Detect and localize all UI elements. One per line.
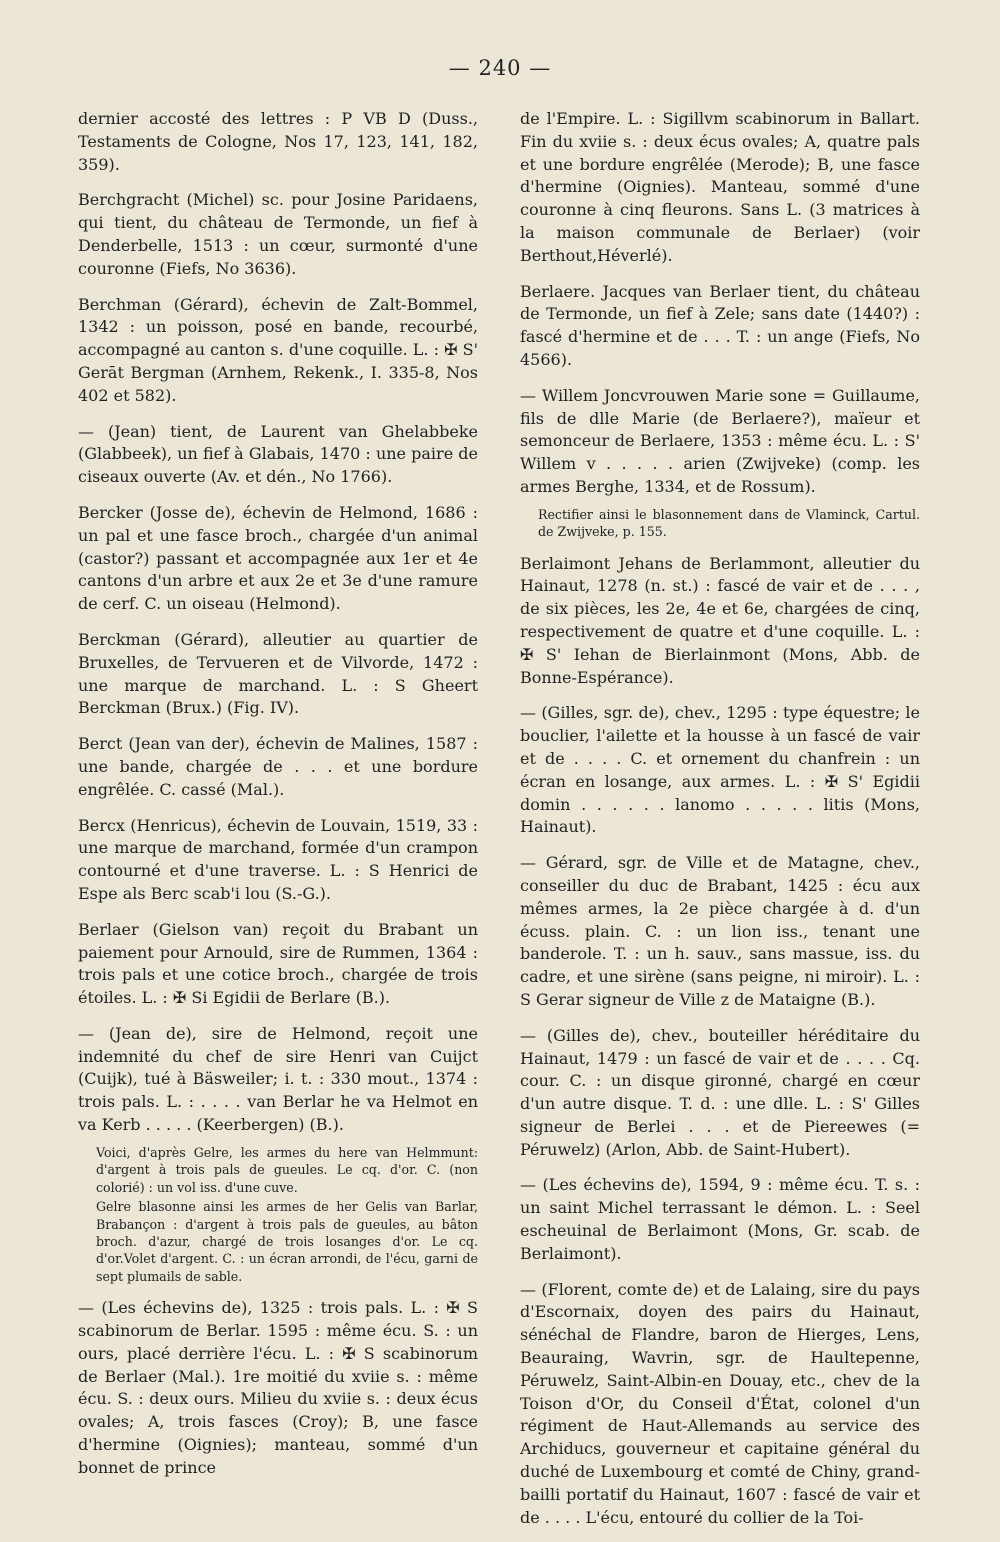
footnote-text: Rectifier ainsi le blasonnement dans de Vlaminck, Cartul. de Zwijveke, p. 155. — [538, 506, 920, 540]
entry-text: Berlaere. Jacques van Berlaer tient, du château de Termonde, un fief à Zele; sans date (1440?) : fascé d'hermine et de . . . T. : un ange (Fiefs, No 4566). — [520, 281, 920, 369]
entry-text: — Gérard, sgr. de Ville et de Matagne, chev., conseiller du duc de Brabant, 1425 : écu aux mêmes armes, la 2e pièce chargée à d. d'un écuss. plain. C. : un lion iss., tenant une banderole. T. : un h. sauv., sans massue, iss. du cadre, et une sirène (sans peigne, ni miroir). L. : S Gerar signeur de Ville z de Mataigne (B.). — [520, 853, 920, 1009]
entry-text: — (Gilles de), chev., bouteiller héréditaire du Hainaut, 1479 : un fascé de vair et de . . . . Cq. cour. C. : un disque gironné, chargé en cœur d'un autre disque. T. d. : une dlle. L. : S' Gilles signeur de Berlei . . . et de Piereewes (= Péruwelz) (Arlon, Abb. de Saint-Hubert). — [520, 1025, 920, 1159]
footnote-text: Voici, d'après Gelre, les armes du here van Helmmunt: d'argent à trois pals de gueules. Le cq. d'or. C. (non colorié) : un vol iss. d'une cuve. — [96, 1144, 478, 1195]
entry-text: Berlaer (Gielson van) reçoit du Brabant un paiement pour Arnould, sire de Rummen, 1364 : trois pals et une cotice broch., chargée de trois étoiles. L. : ✠ Si Egidii de Berlare (B.). — [78, 919, 478, 1008]
entry-text: Berchman (Gérard), échevin de Zalt-Bommel, 1342 : un poisson, posé en bande, recourbé, accompagné au canton s. d'une coquille. L. : ✠ S' Gerāt Bergman (Arnhem, Rekenk., I. 335-8, Nos 402 et 582). — [78, 294, 478, 405]
footnote-text: Gelre blasonne ainsi les armes de her Gelis van Barlar, Brabançon : d'argent à trois pals de gueules, au bâton broch. d'azur, chargé de trois losanges d'or. Le cq. d'or.Volet d'argent. C. : un écran arrondi, de l'écu, garni de sept plumails de sable. — [96, 1199, 478, 1284]
entry-text: — (Jean) tient, de Laurent van Ghelabbeke (Glabbeek), un fief à Glabais, 1470 : une paire de ciseaux ouverte (Av. et dén., No 1766). — [78, 421, 478, 487]
entry-text: Berlaimont Jehans de Berlammont, alleutier du Hainaut, 1278 (n. st.) : fascé de vair et de . . . , de six pièces, les 2e, 4e et 6e, chargées de cinq, respectivement de quatre et d'une coquille. L. : ✠ S' Iehan de Bierlainmont (Mons, Abb. de Bonne-Espérance). — [520, 553, 920, 687]
left-column — [78, 108, 478, 1493]
entry-text: Berckman (Gérard), alleutier au quartier de Bruxelles, de Tervueren et de Vilvorde, 1472 : une marque de marchand. L. : S Gheert Berckman (Brux.) (Fig. IV). — [78, 629, 478, 718]
entry-text: — (Les échevins de), 1325 : trois pals. L. : ✠ S scabinorum de Berlar. 1595 : même écu. S. : un ours, placé derrière l'écu. L. : ✠ S scabinorum de Berlaer (Mal.). 1re moitié du xviie s. : même écu. S. : deux ours. Milieu du xviie s. : deux écus ovales; A, trois fasces (Croy); B, une fasce d'hermine (Oignies); manteau, sommé d'un bonnet de prince — [78, 1298, 478, 1477]
footnote-block — [78, 1144, 478, 1285]
footnote-block — [520, 506, 920, 541]
entry-text: Bercker (Josse de), échevin de Helmond, 1686 : un pal et une fasce broch., chargée d'un animal (castor?) passant et accompagnée aux 1er et 4e cantons d'un arbre et aux 2e et 3e d'une ramure de cerf. C. un oiseau (Helmond). — [78, 502, 478, 614]
entry-text: — (Florent, comte de) et de Lalaing, sire du pays d'Escornaix, doyen des pairs du Hainaut, sénéchal de Flandre, baron de Hierges, Lens, Beauraing, Wavrin, sgr. de Haultepenne, Péruwelz, Saint-Albin-en Douay, etc., chev de la Toison d'Or, du Conseil d'État, colonel d'un régiment de Haut-Allemands au service des Archiducs, gouverneur et capitaine général du duché de Luxembourg et comté de Chiny, grand-bailli portatif du Hainaut, 1607 : fascé de vair et de . . . . L'écu, entouré du collier de la Toi- — [520, 1279, 920, 1527]
entry-text: — Willem Joncvrouwen Marie sone = Guillaume, fils de dlle Marie (de Berlaere?), maïeur et semonceur de Berlaere, 1353 : même écu. L. : S' Willem v . . . . . arien (Zwijveke) (comp. les armes Berghe, 1334, et de Rossum). — [520, 385, 920, 496]
entry-text: de l'Empire. L. : Sigillvm scabinorum in Ballart. Fin du xviie s. : deux écus ovales; A, quatre pals et une bordure engrêlée (Merode); B, une fasce d'hermine (Oignies). Manteau, sommé d'une couronne à cinq fleurons. Sans L. (3 matrices à la maison communale de Berlaer) (voir Berthout,Héverlé). — [520, 109, 920, 265]
entry-text: — (Gilles, sgr. de), chev., 1295 : type équestre; le bouclier, l'ailette et la housse à un fascé de vair et de . . . . C. et ornement du chanfrein : un écran en losange, aux armes. L. : ✠ S' Egidii domin . . . . . . lanomo . . . . . litis (Mons, Hainaut). — [520, 703, 920, 837]
entry-text: dernier accosté des lettres : P VB D (Duss., Testaments de Cologne, Nos 17, 123, 141, 182, 359). — [78, 109, 478, 174]
entry-text: Bercx (Henricus), échevin de Louvain, 1519, 33 : une marque de marchand, formée d'un crampon contourné et d'une traverse. L. : S Henrici de Espe als Berc scab'i lou (S.-G.). — [78, 815, 478, 903]
entry-text: — (Jean de), sire de Helmond, reçoit une indemnité du chef de sire Henri van Cuijct (Cuijk), tué à Bäsweiler; i. t. : 330 mout., 1374 : trois pals. L. : . . . . van Berlar he va Helmot en va Kerb . . . . . (Keerbergen) (B.). — [78, 1023, 478, 1135]
page-number: — 240 — — [448, 56, 552, 80]
right-column — [520, 108, 920, 1542]
entry-text: Berchgracht (Michel) sc. pour Josine Paridaens, qui tient, du château de Termonde, un fief à Denderbelle, 1513 : un cœur, surmonté d'une couronne (Fiefs, No 3636). — [78, 190, 478, 278]
entry-text: Berct (Jean van der), échevin de Malines, 1587 : une bande, chargée de . . . et une bordure engrêlée. C. cassé (Mal.). — [78, 734, 478, 799]
entry-text: — (Les échevins de), 1594, 9 : même écu. T. s. : un saint Michel terrassant le démon. L. : Seel escheuinal de Berlaimont (Mons, Gr. scab. de Berlaimont). — [520, 1175, 920, 1263]
